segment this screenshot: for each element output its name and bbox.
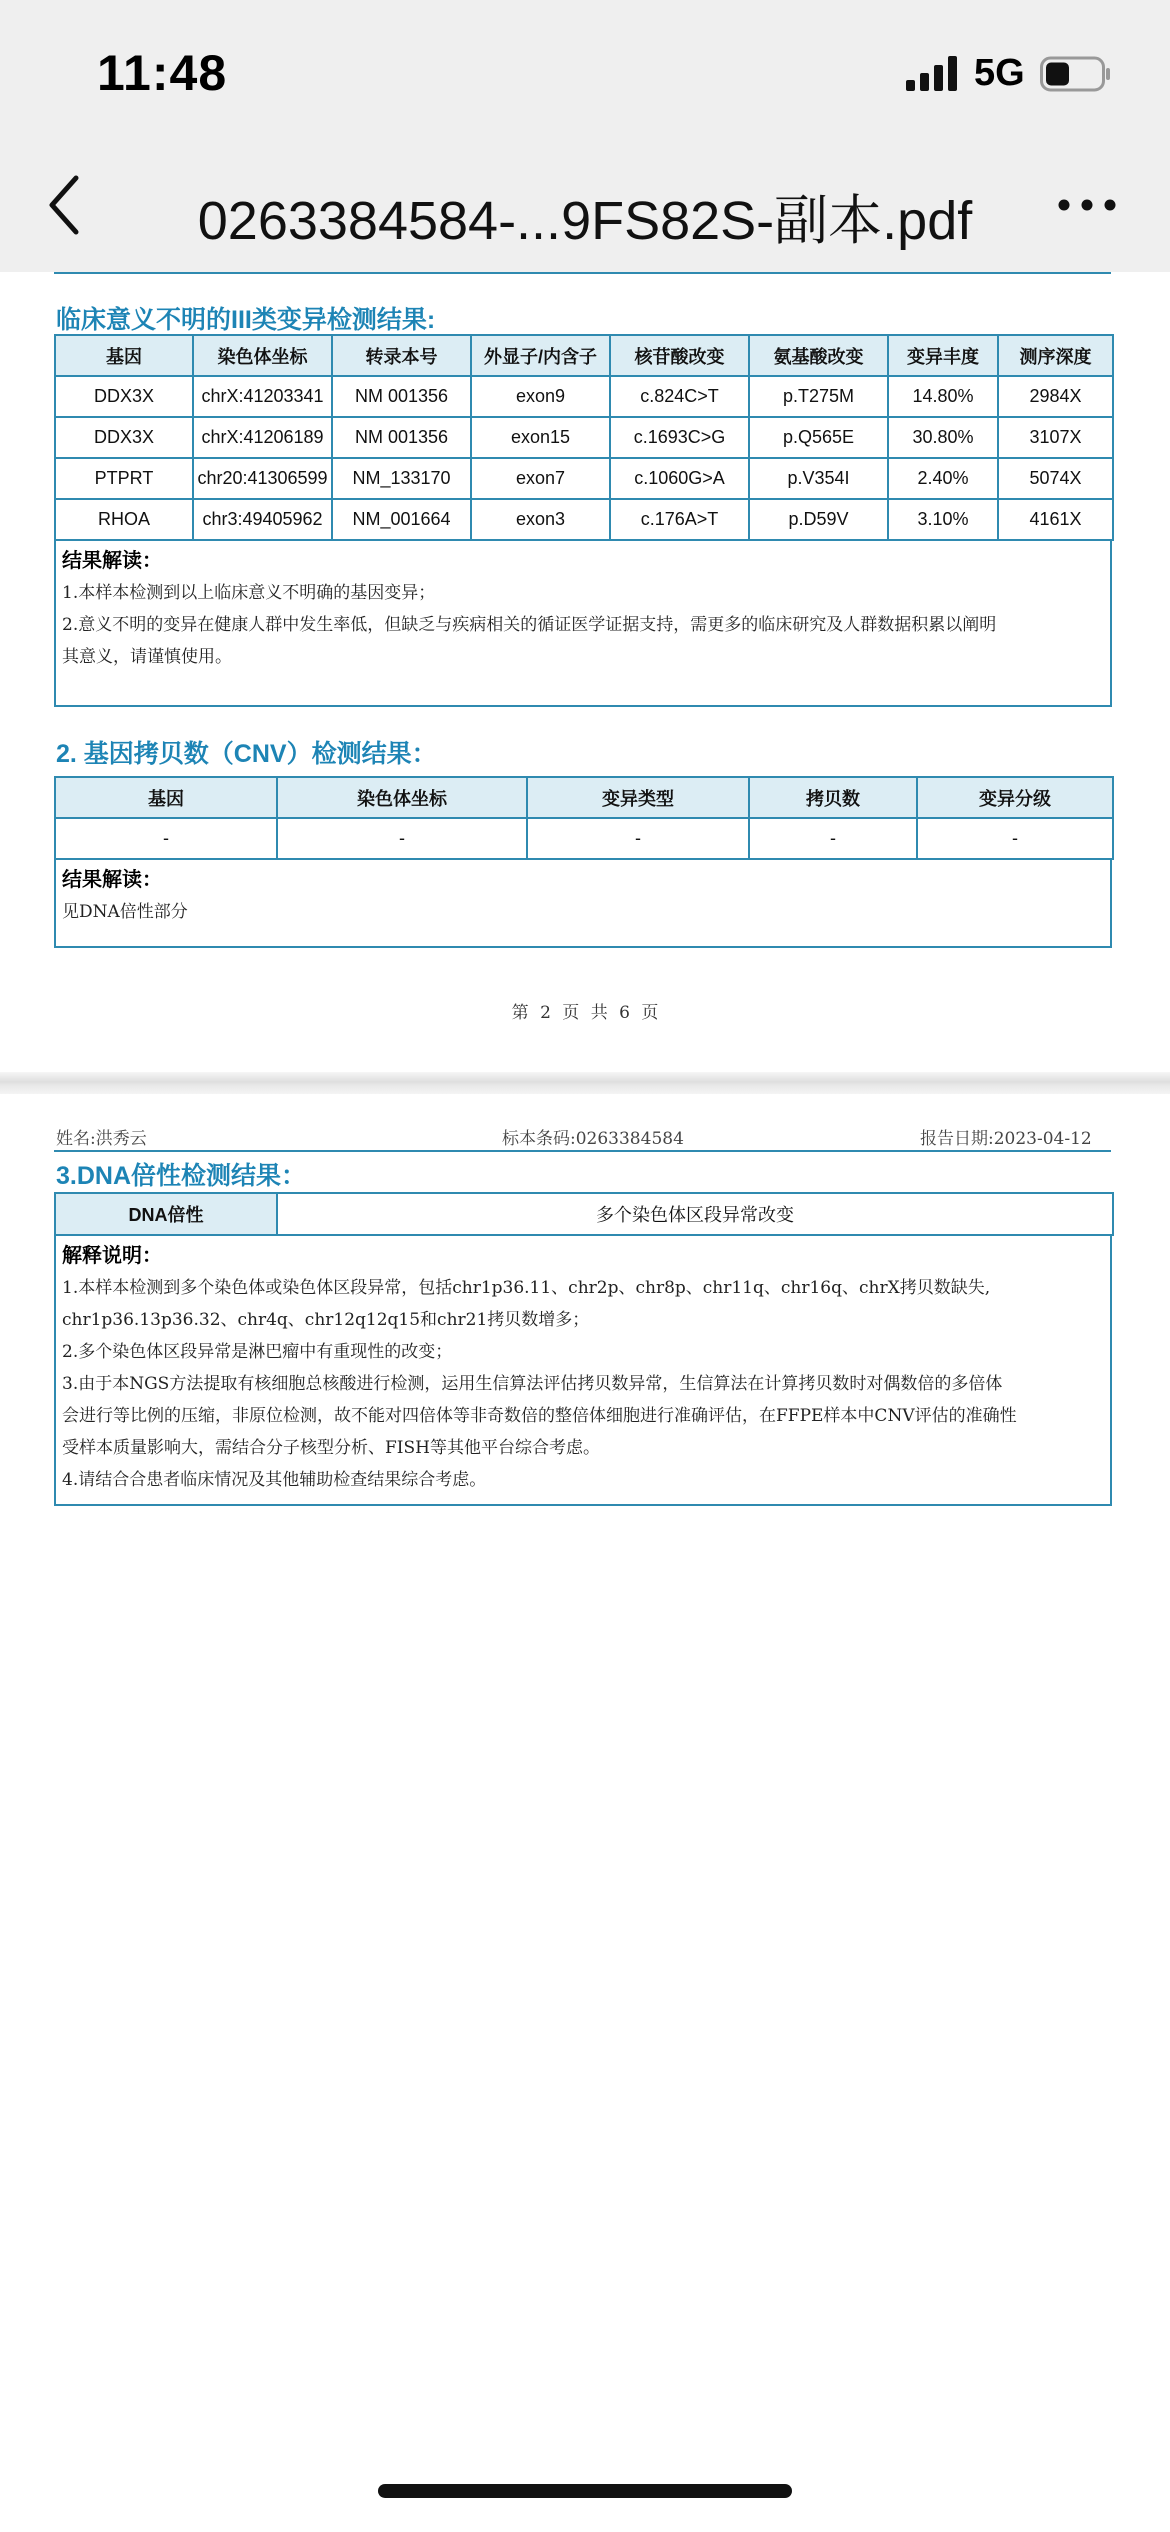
- col-header-nucleotide: 核苷酸改变: [610, 335, 749, 376]
- vus-interpretation-title: 结果解读：: [62, 550, 162, 572]
- back-chevron-icon[interactable]: [40, 170, 90, 240]
- table-row: [55, 376, 1113, 417]
- col-header-exon: 外显子/内含子: [471, 335, 610, 376]
- ploidy-explanation-title: 解释说明：: [62, 1245, 162, 1267]
- cell-classification: -: [917, 818, 1113, 859]
- specimen-barcode: 标本条码:0263384584: [502, 1129, 684, 1149]
- cell-depth: 2984X: [998, 376, 1113, 417]
- cell-frequency: 3.10%: [888, 499, 998, 540]
- vus-table: [54, 334, 1114, 541]
- ploidy-value: 多个染色体区段异常改变: [277, 1193, 1113, 1235]
- cell-frequency: 14.80%: [888, 376, 998, 417]
- ploidy-explanation-line: 3.由于本NGS方法提取有核细胞总核酸进行检测，运用生信算法评估拷贝数异常，生信算法在计算拷贝数时对偶数倍的多倍体: [62, 1374, 1003, 1394]
- table-row: [55, 1193, 1113, 1235]
- ploidy-table: [54, 1192, 1114, 1236]
- cell-copy-number: -: [749, 818, 917, 859]
- cell-gene: DDX3X: [55, 417, 193, 458]
- page-top-rule: [54, 272, 1111, 274]
- pdf-viewer[interactable]: [0, 272, 1170, 2532]
- cell-gene: DDX3X: [55, 376, 193, 417]
- cell-frequency: 2.40%: [888, 458, 998, 499]
- col-header-depth: 测序深度: [998, 335, 1113, 376]
- cell-gene: RHOA: [55, 499, 193, 540]
- cell-variant-type: -: [527, 818, 749, 859]
- network-type-label: 5G: [974, 52, 1025, 94]
- report-date: 报告日期:2023-04-12: [920, 1129, 1092, 1149]
- status-time: 11:48: [97, 45, 228, 101]
- cell-nucleotide: c.1693C>G: [610, 417, 749, 458]
- ploidy-explanation-line: 1.本样本检测到多个染色体或染色体区段异常，包括chr1p36.11、chr2p、chr8p、chr11q、chr16q、chrX拷贝数缺失,: [62, 1278, 991, 1298]
- cell-exon: exon9: [471, 376, 610, 417]
- ploidy-explanation-line: chr1p36.13p36.32、chr4q、chr12q12q15和chr21拷贝数增多；: [62, 1310, 590, 1330]
- cell-depth: 5074X: [998, 458, 1113, 499]
- cell-gene: -: [55, 818, 277, 859]
- status-bar: [0, 0, 1170, 150]
- pdf-page-3: [0, 1094, 1170, 2532]
- cell-depth: 3107X: [998, 417, 1113, 458]
- vus-interpretation-line: 2.意义不明的变异在健康人群中发生率低，但缺乏与疾病相关的循证医学证据支持，需更多的临床研究及人群数据积累以阐明: [62, 615, 997, 635]
- cell-frequency: 30.80%: [888, 417, 998, 458]
- ploidy-explanation-line: 2.多个染色体区段异常是淋巴瘤中有重现性的改变；: [62, 1342, 453, 1362]
- table-row: [55, 818, 1113, 859]
- col-header-classification: 变异分级: [917, 777, 1113, 818]
- table-row: [55, 499, 1113, 540]
- table-row: [55, 417, 1113, 458]
- ploidy-explanation-line: 受样本质量影响大，需结合分子核型分析、FISH等其他平台综合考虑。: [62, 1438, 600, 1458]
- ploidy-explanation-line: 4.请结合合患者临床情况及其他辅助检查结果综合考虑。: [62, 1470, 487, 1490]
- vus-header-row: [55, 335, 1113, 376]
- cnv-interpretation-line: 见DNA倍性部分: [62, 902, 188, 922]
- document-title: 0263384584-...9FS82S-副本.pdf: [197, 191, 973, 251]
- cell-amino-acid: p.D59V: [749, 499, 888, 540]
- col-header-variant-type: 变异类型: [527, 777, 749, 818]
- ploidy-label: DNA倍性: [55, 1193, 277, 1235]
- cell-depth: 4161X: [998, 499, 1113, 540]
- cell-coordinate: -: [277, 818, 527, 859]
- cell-gene: PTPRT: [55, 458, 193, 499]
- col-header-copy-number: 拷贝数: [749, 777, 917, 818]
- cell-exon: exon15: [471, 417, 610, 458]
- cell-amino-acid: p.V354I: [749, 458, 888, 499]
- col-header-gene: 基因: [55, 335, 193, 376]
- page-separator: [0, 1072, 1170, 1094]
- col-header-frequency: 变异丰度: [888, 335, 998, 376]
- col-header-coordinate: 染色体坐标: [193, 335, 332, 376]
- vus-interpretation-box: [54, 539, 1112, 707]
- col-header-coordinate: 染色体坐标: [277, 777, 527, 818]
- home-indicator[interactable]: [378, 2484, 792, 2498]
- col-header-amino-acid: 氨基酸改变: [749, 335, 888, 376]
- cell-transcript: NM 001356: [332, 417, 471, 458]
- battery-icon: [1040, 56, 1112, 92]
- pdf-page-2: [0, 272, 1170, 1072]
- cell-transcript: NM_133170: [332, 458, 471, 499]
- vus-interpretation-line: 1.本样本检测到以上临床意义不明确的基因变异；: [62, 583, 436, 603]
- cell-amino-acid: p.T275M: [749, 376, 888, 417]
- col-header-gene: 基因: [55, 777, 277, 818]
- vus-interpretation-line: 其意义，请谨慎使用。: [62, 647, 232, 667]
- cnv-interpretation-box: [54, 858, 1112, 948]
- cell-coordinate: chrX:41206189: [193, 417, 332, 458]
- ploidy-explanation-box: [54, 1234, 1112, 1506]
- cell-nucleotide: c.824C>T: [610, 376, 749, 417]
- cell-coordinate: chr20:41306599: [193, 458, 332, 499]
- more-options-icon[interactable]: [1052, 180, 1122, 230]
- cell-amino-acid: p.Q565E: [749, 417, 888, 458]
- vus-section-title: 临床意义不明的III类变异检测结果:: [56, 306, 436, 334]
- cell-coordinate: chrX:41203341: [193, 376, 332, 417]
- page-header-rule: [54, 1150, 1111, 1152]
- patient-name: 姓名:洪秀云: [56, 1129, 147, 1149]
- page-number: 第 2 页 共 6 页: [511, 1003, 659, 1023]
- cell-transcript: NM_001664: [332, 499, 471, 540]
- cell-coordinate: chr3:49405962: [193, 499, 332, 540]
- cnv-table: [54, 776, 1114, 860]
- col-header-transcript: 转录本号: [332, 335, 471, 376]
- table-row: [55, 458, 1113, 499]
- cnv-section-title: 2. 基因拷贝数（CNV）检测结果：: [56, 740, 437, 768]
- cell-exon: exon7: [471, 458, 610, 499]
- ploidy-section-title: 3.DNA倍性检测结果：: [56, 1162, 307, 1190]
- cell-transcript: NM 001356: [332, 376, 471, 417]
- cell-exon: exon3: [471, 499, 610, 540]
- ploidy-explanation-line: 会进行等比例的压缩，非原位检测，故不能对四倍体等非奇数倍的整倍体细胞进行准确评估，在FFPE样本中CNV评估的准确性: [62, 1406, 1017, 1426]
- cell-nucleotide: c.176A>T: [610, 499, 749, 540]
- cnv-interpretation-title: 结果解读：: [62, 869, 162, 891]
- cell-nucleotide: c.1060G>A: [610, 458, 749, 499]
- signal-bars-icon: [906, 56, 958, 92]
- navigation-bar: [0, 150, 1170, 272]
- cnv-header-row: [55, 777, 1113, 818]
